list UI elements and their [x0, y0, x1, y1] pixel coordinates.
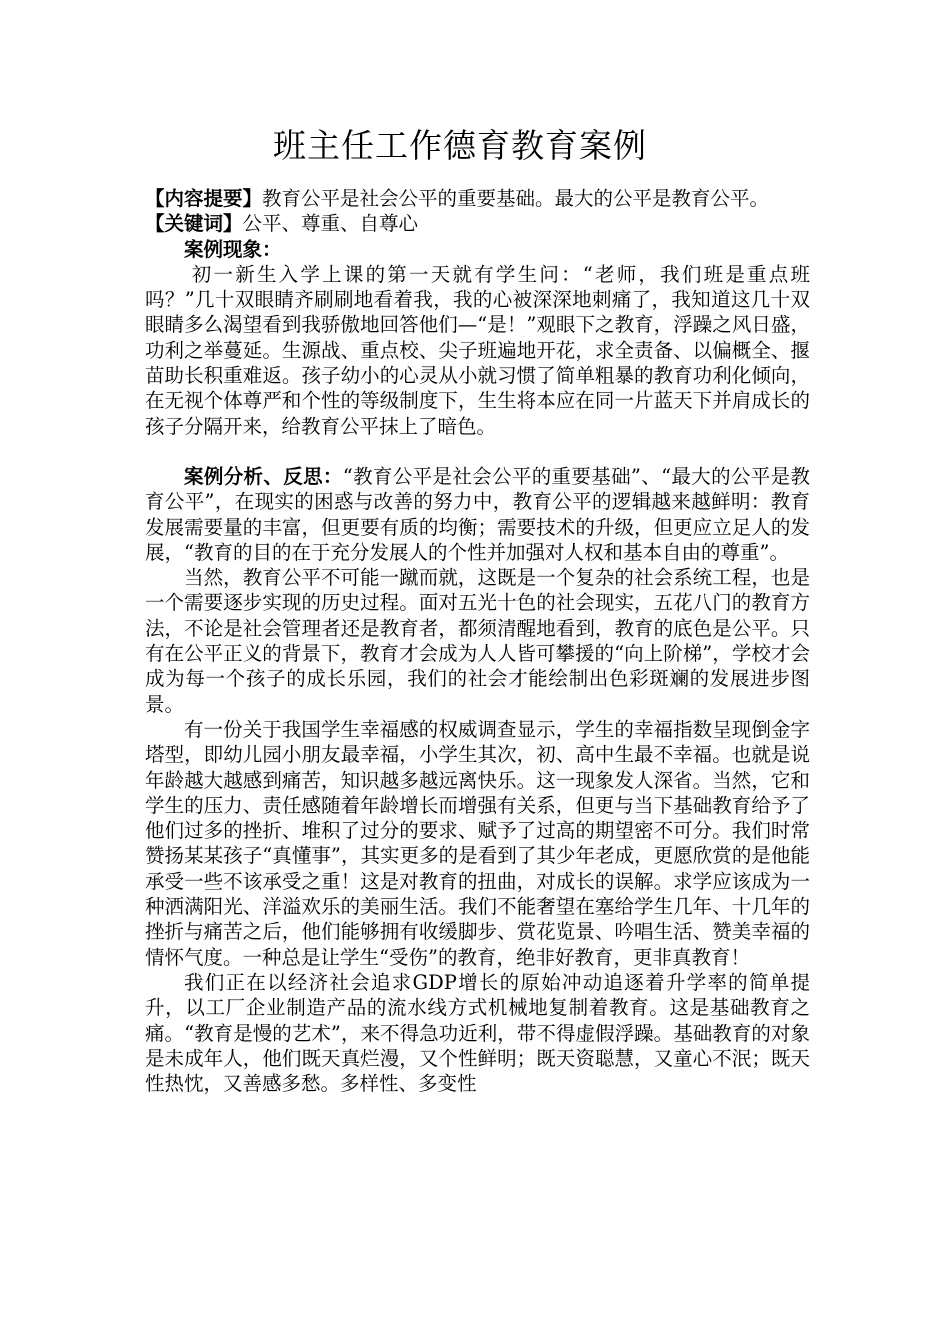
case-paragraph: 初一新生入学上课的第一天就有学生问：“老师，我们班是重点班吗？”几十双眼睛齐刷刷地看着我，我的心被深深地刺痛了，我知道这几十双眼睛多么渴望看到我骄傲地回答他们—“是！”观眼下之教育，浮躁之风日盛，功利之举蔓延。生源战、重点校、尖子班遍地开花，求全责备、以偏概全、揠苗助长积重难返。孩子幼小的心灵从小就习惯了简单粗暴的教育功利化倾向，在无视个体尊严和个性的等级制度下，生生将本应在同一片蓝天下并肩成长的孩子分隔开来，给教育公平抹上了暗色。: [145, 262, 810, 438]
analysis-heading: 案例分析、反思：: [184, 464, 343, 488]
keywords-text: 公平、尊重、自尊心: [242, 212, 419, 236]
analysis-paragraph: [145, 464, 810, 565]
keywords-paragraph: [145, 211, 810, 236]
document-title: 班主任工作德育教育案例: [273, 126, 647, 165]
body-paragraph-2: 有一份关于我国学生幸福感的权威调查显示，学生的幸福指数呈现倒金字塔型，即幼儿园小朋友最幸福，小学生其次，初、高中生最不幸福。也就是说年龄越大越感到痛苦，知识越多越远离快乐。这一现象发人深省。当然，它和学生的压力、责任感随着年龄增长而增强有关系，但更与当下基础教育给予了他们过多的挫折、堆积了过分的要求、赋予了过高的期望密不可分。我们时常赞扬某某孩子“真懂事”，其实更多的是看到了其少年老成，更愿欣赏的是他能承受一些不该承受之重！这是对教育的扭曲，对成长的误解。求学应该成为一种洒满阳光、洋溢欢乐的美丽生活。我们不能奢望在塞给学生几年、十几年的挫折与痛苦之后，他们能够拥有收缓脚步、赏花览景、吟唱生活、赞美幸福的情怀气度。一种总是让学生“受伤”的教育，绝非好教育，更非真教育！: [145, 717, 810, 969]
summary-label: 【内容提要】: [145, 187, 263, 210]
paragraph-gap: [145, 439, 810, 464]
summary-paragraph: [145, 186, 810, 211]
document-body: [145, 186, 810, 1096]
summary-text: 教育公平是社会公平的重要基础。最大的公平是教育公平。: [262, 187, 770, 210]
analysis-text: “教育公平是社会公平的重要基础”、“最大的公平是教育公平”，在现实的困惑与改善的努力中，教育公平的逻辑越来越鲜明：教育发展需要量的丰富，但更要有质的均衡；需要技术的升级，但更应立足人的发展，“教育的目的在于充分发展人的个性并加强对人权和基本自由的尊重”。: [145, 464, 810, 564]
body-paragraph-1: 当然，教育公平不可能一蹴而就，这既是一个复杂的社会系统工程，也是一个需要逐步实现的历史过程。面对五光十色的社会现实，五花八门的教育方法，不论是社会管理者还是教育者，都须清醒地看到，教育的底色是公平。只有在公平正义的背景下，教育才会成为人人皆可攀援的“向上阶梯”，学校才会成为每一个孩子的成长乐园，我们的社会才能绘制出色彩斑斓的发展进步图景。: [145, 566, 810, 716]
body-paragraph-3: 我们正在以经济社会追求GDP增长的原始冲动追逐着升学率的简单提升，以工厂企业制造产品的流水线方式机械地复制着教育。这是基础教育之痛。“教育是慢的艺术”，来不得急功近利，带不得虚假浮躁。基础教育的对象是未成年人，他们既天真烂漫，又个性鲜明；既天资聪慧，又童心不泯；既天性热忱，又善感多愁。多样性、多变性: [145, 970, 810, 1096]
keywords-label: 【关键词】: [145, 212, 243, 236]
case-heading: 案例现象：: [184, 237, 282, 261]
